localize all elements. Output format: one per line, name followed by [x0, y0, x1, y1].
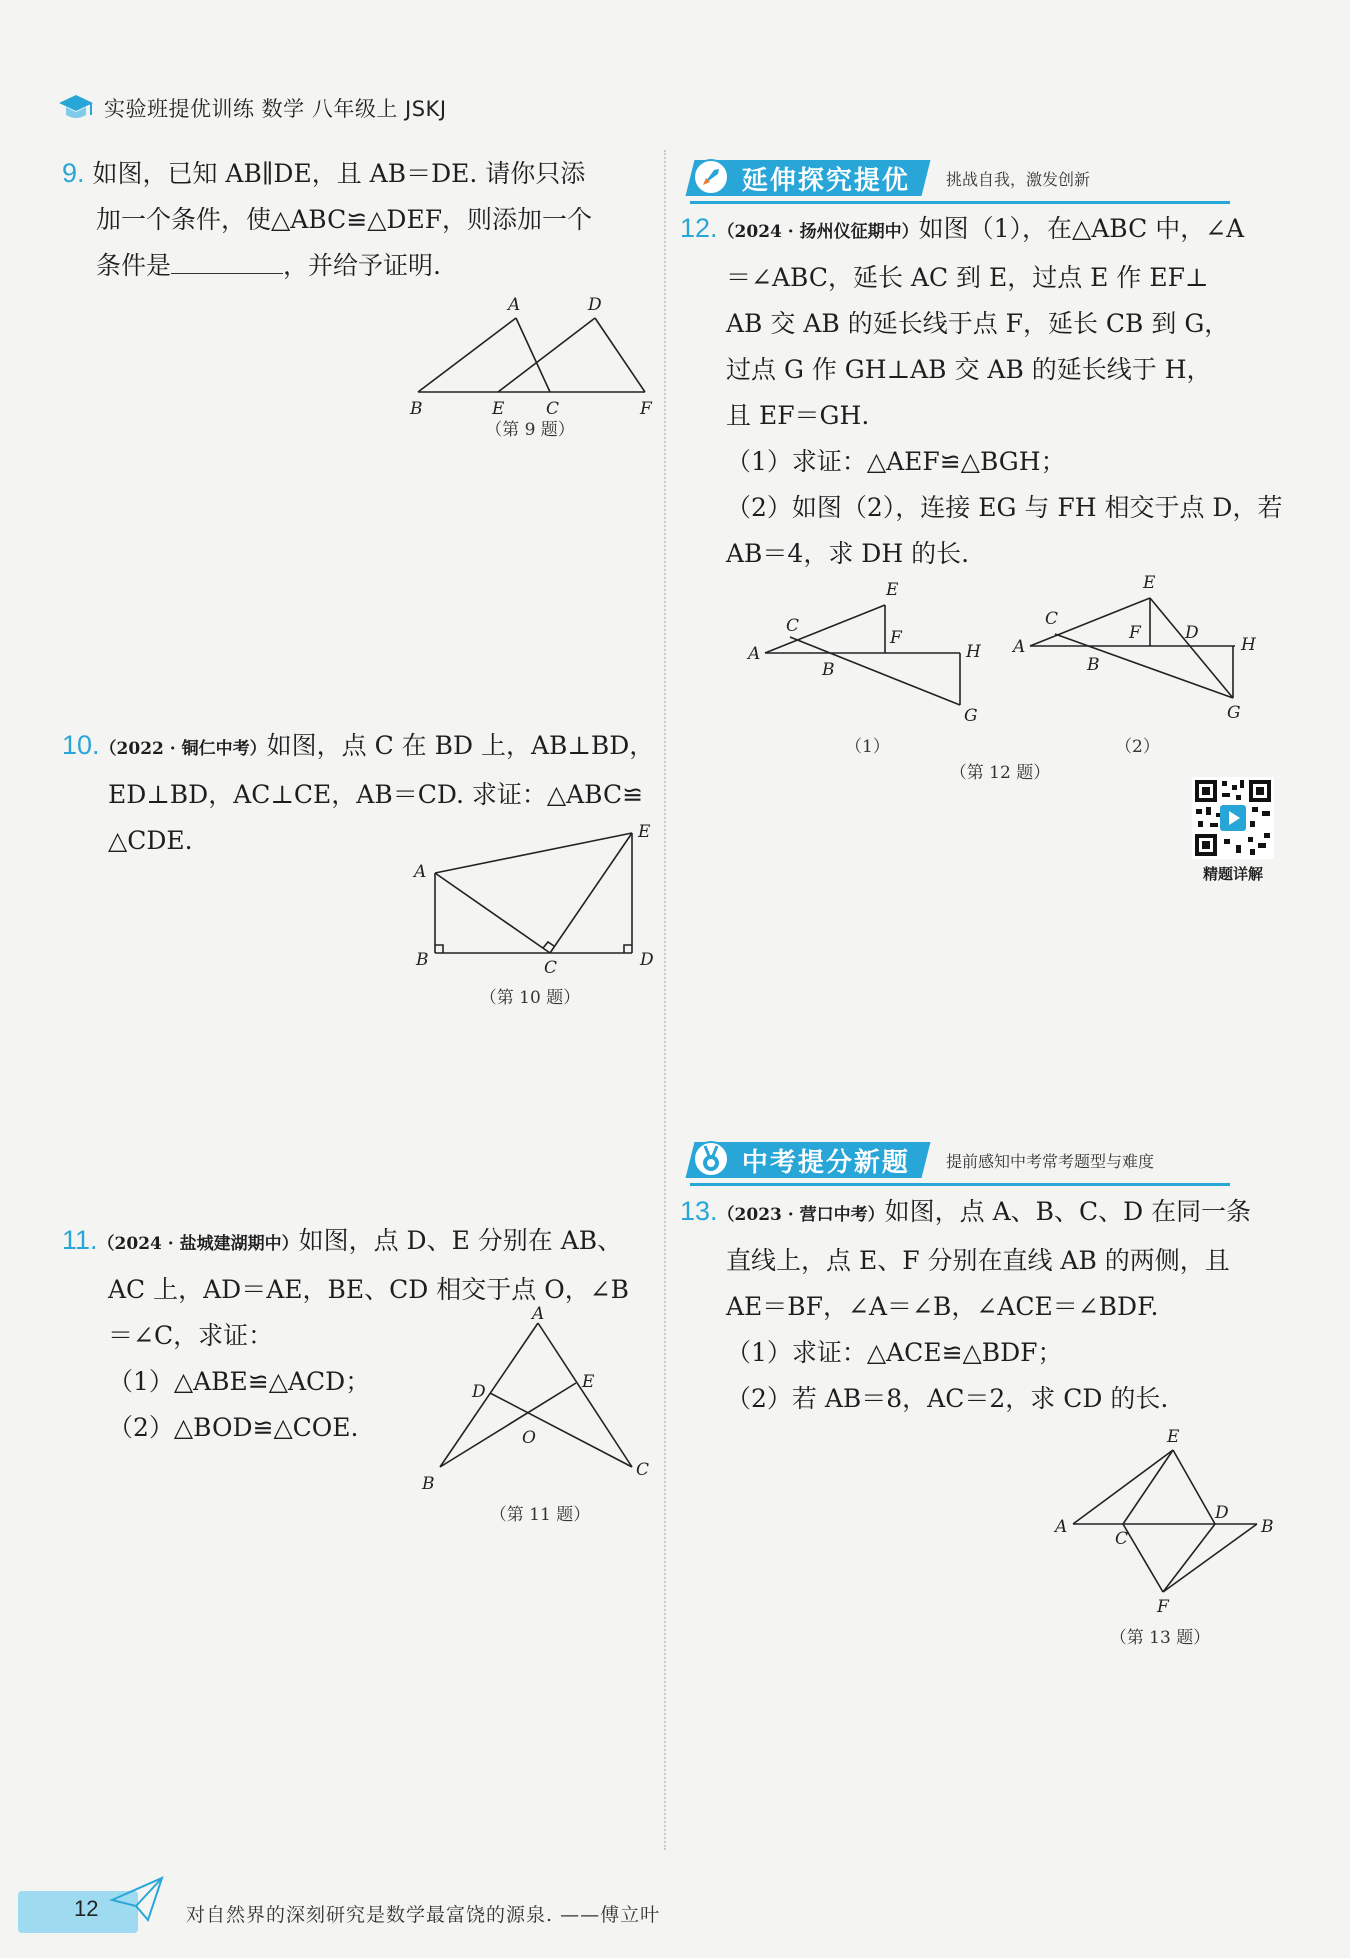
graduation-cap-icon	[58, 93, 94, 123]
point-label: E	[638, 822, 651, 842]
problem-text-line: ＝∠ABC，延长 AC 到 E，过点 E 作 EF⊥	[726, 263, 1209, 292]
problem-subpart: （1）求证：△AEF≌△BGH；	[726, 447, 1066, 476]
problem-number: 9.	[62, 158, 85, 188]
point-label: B	[416, 950, 429, 970]
problem-text-line: 如图，已知 AB∥DE，且 AB＝DE. 请你只添	[92, 159, 586, 188]
problem-text-line: 直线上，点 E、F 分别在直线 AB 的两侧，且	[726, 1246, 1230, 1275]
point-label: H	[966, 642, 981, 662]
problem-subpart: （1）求证：△ACE≌△BDF；	[726, 1338, 1063, 1367]
book-title: 实验班提优训练 数学 八年级上 JSKJ	[104, 97, 447, 121]
point-label: B	[1261, 1517, 1274, 1537]
column-divider	[664, 150, 666, 1850]
figure-caption: （第 11 题）	[489, 1505, 591, 1525]
problem-source: （2024 · 盐城建湖期中）	[97, 1234, 299, 1254]
point-label: C	[1045, 609, 1059, 629]
point-label: H	[1241, 635, 1256, 655]
point-label: A	[1055, 1517, 1068, 1537]
answer-blank[interactable]	[171, 251, 283, 274]
subfigure-caption: （2）	[1115, 737, 1160, 757]
page-number: 12	[74, 1896, 99, 1921]
problem-text-line: △CDE.	[108, 826, 193, 855]
paper-plane-icon	[108, 1870, 168, 1930]
problem-13	[680, 1188, 1251, 1422]
problem-text-line: AB＝4，求 DH 的长.	[726, 539, 970, 568]
problem-subpart: （2）若 AB＝8，AC＝2，求 CD 的长.	[726, 1384, 1169, 1413]
point-label: E	[886, 580, 899, 600]
point-label: A	[532, 1305, 545, 1324]
point-label: E	[582, 1372, 595, 1392]
subfigure-caption: （1）	[845, 737, 890, 757]
section-subtitle: 提前感知中考常考题型与难度	[946, 1151, 1155, 1171]
point-label: B	[822, 660, 835, 680]
problem-source: （2023 · 营口中考）	[717, 1205, 885, 1225]
problem-text-line: AC 上，AD＝AE，BE、CD 相交于点 O，∠B	[108, 1275, 630, 1304]
figure-12-1	[740, 575, 1000, 725]
point-label: A	[1013, 637, 1026, 657]
point-label: D	[588, 295, 602, 315]
point-label: C	[1115, 1529, 1129, 1549]
problem-source: （2022 · 铜仁中考）	[99, 739, 267, 759]
point-label: F	[1157, 1597, 1169, 1617]
point-label: A	[748, 644, 761, 664]
point-label: B	[422, 1474, 435, 1494]
problem-text-line: 且 EF＝GH.	[726, 401, 870, 430]
problem-text-line: ＝∠C，求证：	[108, 1321, 274, 1350]
section-banner-extension	[690, 158, 1090, 198]
qr-label: 精题详解	[1202, 865, 1263, 883]
point-label: G	[1227, 703, 1241, 723]
medal-icon	[692, 1140, 730, 1178]
figure-13	[1045, 1420, 1285, 1620]
point-label: F	[640, 399, 652, 419]
qr-code[interactable]	[1192, 777, 1274, 859]
section-banner-exam	[690, 1140, 1154, 1180]
point-label: B	[410, 399, 423, 419]
problem-text-line: 如图，点 C 在 BD 上，AB⊥BD，	[266, 731, 655, 760]
point-label: D	[1185, 623, 1199, 643]
problem-subpart: （2）如图（2），连接 EG 与 FH 相交于点 D，若	[726, 493, 1283, 522]
figure-caption: （第 10 题）	[479, 988, 581, 1008]
problem-number: 10.	[62, 730, 100, 760]
point-label: D	[1215, 1503, 1229, 1523]
problem-12	[680, 205, 1282, 577]
point-label: E	[1143, 573, 1156, 593]
point-label: G	[964, 706, 978, 725]
point-label: E	[492, 399, 505, 419]
problem-number: 12.	[680, 213, 718, 243]
point-label: C	[546, 399, 560, 419]
problem-text-line: 如图，点 D、E 分别在 AB、	[298, 1226, 623, 1255]
problem-text-line: AE＝BF，∠A＝∠B，∠ACE＝∠BDF.	[726, 1292, 1159, 1321]
section-label: 延伸探究提优	[686, 160, 931, 196]
point-label: D	[640, 950, 654, 970]
problem-text-fragment: ，并给予证明.	[283, 251, 441, 280]
problem-number: 11.	[62, 1225, 98, 1255]
rocket-icon	[692, 158, 730, 196]
point-label: A	[414, 862, 427, 882]
running-header	[58, 88, 447, 128]
problem-subpart: （2）△BOD≌△COE.	[108, 1413, 359, 1442]
footer-quote: 对自然界的深刻研究是数学最富饶的源泉. ——傅立叶	[186, 1904, 661, 1926]
figure-caption: （第 12 题）	[949, 763, 1051, 783]
section-subtitle: 挑战自我，激发创新	[946, 169, 1091, 189]
problem-text-line: 加一个条件，使△ABC≌△DEF，则添加一个	[96, 205, 593, 234]
point-label: E	[1167, 1427, 1180, 1447]
point-label: F	[1129, 623, 1141, 643]
point-label: A	[508, 295, 521, 315]
figure-10	[400, 815, 660, 975]
problem-subpart: （1）△ABE≌△ACD；	[108, 1367, 371, 1396]
problem-9	[62, 150, 592, 289]
problem-text-line: AB 交 AB 的延长线于点 F，延长 CB 到 G，	[726, 309, 1230, 338]
problem-text-line: 如图（1），在△ABC 中，∠A	[918, 214, 1245, 243]
point-label: F	[890, 628, 902, 648]
figure-caption: （第 13 题）	[1109, 1628, 1211, 1648]
point-label: C	[786, 616, 800, 636]
problem-source: （2024 · 扬州仪征期中）	[717, 222, 919, 242]
problem-text-line: 如图，点 A、B、C、D 在同一条	[884, 1197, 1252, 1226]
point-label: B	[1087, 655, 1100, 675]
section-label: 中考提分新题	[686, 1142, 931, 1178]
figure-12-2	[1005, 568, 1265, 723]
problem-text-line: 过点 G 作 GH⊥AB 交 AB 的延长线于 H，	[726, 355, 1212, 384]
point-label: D	[472, 1382, 486, 1402]
figure-caption: （第 9 题）	[485, 420, 575, 440]
problem-number: 13.	[680, 1196, 718, 1226]
problem-text-fragment: 条件是	[96, 251, 172, 280]
figure-11	[410, 1305, 660, 1495]
point-label: C	[636, 1460, 650, 1480]
problem-text-line: ED⊥BD，AC⊥CE，AB＝CD. 求证：△ABC≌	[108, 780, 644, 809]
point-label: O	[522, 1428, 536, 1448]
point-label: C	[544, 958, 558, 975]
